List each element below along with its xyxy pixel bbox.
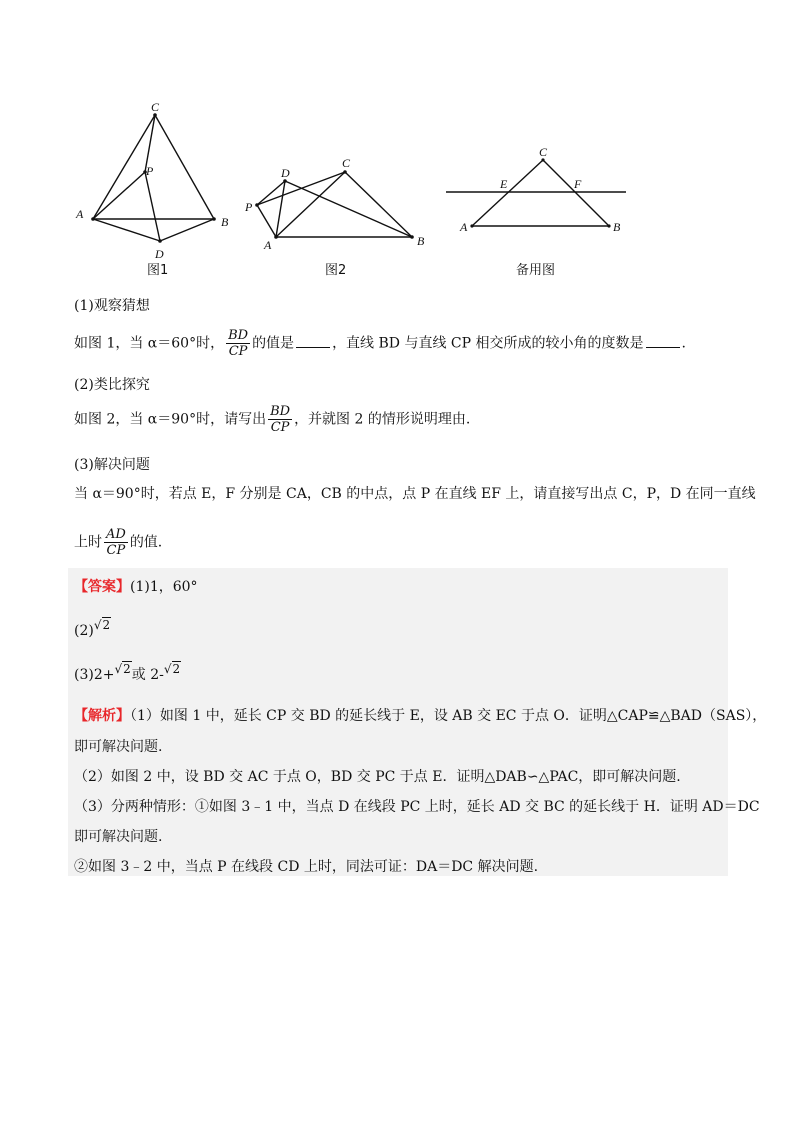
q2-post: ，并就图 2 的情形说明理由. [294,411,471,428]
fig2-caption: 图2 [325,263,347,278]
fig2-label-p: P [245,200,253,214]
fig2-label-b: B [417,234,425,248]
answer-2-pre: (2) [74,623,94,639]
answer-line-1 [74,577,198,597]
answer-2-sqrt: √2 [93,618,111,632]
analysis-line-1 [74,706,766,726]
answer-line-3 [74,657,181,687]
answer-3-sqrt-a: √2 [114,662,131,676]
q1-blank-1 [296,335,330,348]
q2-frac-den: CP [270,420,290,435]
fig3-label-f: F [574,177,582,191]
fig2-label-d: D [281,166,290,180]
q3-frac-num: AD [106,527,126,542]
fig3-label-b: B [613,220,621,234]
fig3-label-e: E [500,177,508,191]
q3-line2 [74,527,162,558]
fig1-label-a: A [76,207,84,221]
fig3-caption: 备用图 [516,263,556,278]
answer-line-2 [74,613,111,643]
q1-post: ，直线 BD 与直线 CP 相交所成的较小角的度数是 [332,335,644,352]
q2-pre: 如图 2，当 α＝90°时，请写出 [74,411,267,428]
answer-3-sqrt-b: √2 [163,662,181,676]
q1-heading: (1)观察猜想 [74,298,150,314]
q3-pre: 上时 [74,534,102,551]
figure-2 [257,172,412,237]
q2-heading: (2)类比探究 [74,377,150,393]
fig1-label-p: P [146,164,154,178]
q3-fraction [104,527,128,558]
q3-heading: (3)解决问题 [74,457,150,473]
q1-body [74,328,686,359]
figure-spare [446,160,626,226]
analysis-p3b: 即可解决问题. [74,829,163,845]
fig3-label-c: C [539,145,548,159]
fig1-caption: 图1 [147,263,169,278]
q1-pre: 如图 1，当 α＝60°时， [74,335,225,352]
q1-end: . [681,335,686,352]
analysis-p1b: 即可解决问题. [74,739,163,755]
answer-3-mid: 或 2- [131,667,164,683]
fig1-label-b: B [221,215,229,229]
answer-3-pre: (3)2+ [74,667,115,683]
q3-post: 的值. [129,534,163,551]
fig1-label-d: D [155,247,164,261]
q2-frac-num: BD [270,404,291,419]
analysis-tag: 【解析】 [74,708,130,724]
q1-mid: 的值是 [252,335,295,352]
fig1-label-c: C [151,100,160,114]
fig2-label-a: A [264,238,272,252]
q2-fraction [268,404,292,435]
answer-1: (1)1，60° [130,579,198,595]
analysis-p3: （3）分两种情形：①如图 3﹣1 中，当点 D 在线段 PC 上时，延长 AD 交 BC 的延长线于 H．证明 AD＝DC [74,799,760,815]
fig3-label-a: A [460,220,468,234]
fig2-label-c: C [342,156,351,170]
analysis-p4: ②如图 3﹣2 中，当点 P 在线段 CD 上时，同法可证：DA＝DC 解决问题. [74,859,539,875]
answer-tag: 【答案】 [74,579,130,595]
figures-panel [0,95,800,280]
q3-frac-den: CP [106,543,126,558]
analysis-p2: （2）如图 2 中，设 BD 交 AC 于点 O，BD 交 PC 于点 E．证明△DAB∽△PAC，即可解决问题. [74,769,681,785]
analysis-p1: （1）如图 1 中，延长 CP 交 BD 的延长线于 E，设 AB 交 EC 于点 O．证明△CAP≌△BAD（SAS）， [130,708,767,724]
q1-frac-num: BD [228,328,249,343]
q2-body [74,404,470,435]
q1-frac-den: CP [228,344,248,359]
q1-fraction [226,328,250,359]
q1-blank-2 [646,335,680,348]
figure-1 [93,115,214,241]
q3-line1: 当 α＝90°时，若点 E，F 分别是 CA，CB 的中点，点 P 在直线 EF 上，请直接写出点 C，P，D 在同一直线 [74,486,756,502]
